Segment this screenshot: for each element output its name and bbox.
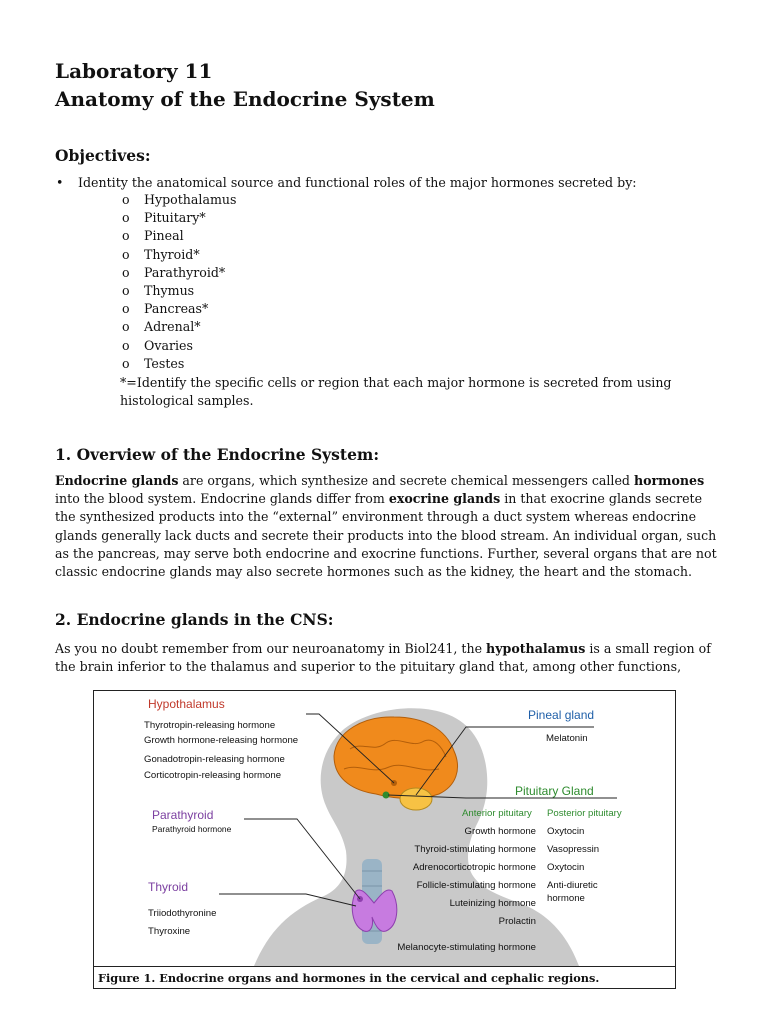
document-page: Laboratory 11 Anatomy of the Endocrine System Objectives: • Identity the anatomical source and functional roles of the major hormones secreted by: o Hypothalamus o Pituitary* o Pineal o Thyroid* o Parathyroid* o Thymus o Pancreas* o Adrenal* o Ovaries o Testes *=Identify the specific cells or region that each major hormone is secreted from using histological samples. 1. Overview of the Endocrine System: Endocrine glands are organs, which synthesize and secrete chemical messengers called hormones into the blood system. Endocrine glands differ from exocrine glands in that exocrine glands secrete the synthesized products into the “external” environment through a duct system whereas endocrine glands generally lack ducts and secrete their products into the blood stream. An individual organ, such as the pancreas, may serve both endocrine and exocrine functions. Further, several organs that are not classic endocrine glands may also secrete hormones such as the kidney, the heart and the stomach. 2. Endocrine glands in the CNS: As you no doubt remember from our neuroanatomy in Biol241, the hypothalamus is a small region of the brain inferior to the thalamus and superior to the pituitary gland that, among other functions, Hypothalamus Thyrotropin-releasing hormone Growth hormone-releasing hormone Gonadotropin-releasing hormone Corticotropin-releasing hormone Parathyroid Parathyroid hormone Thyroid Triiodothyronine Thyroxine Pineal gland Melatonin Pituitary Gland Anterior pituitary Posterior pituitary Growth hormone Thyroid-stimulating hormone Adrenocorticotropic hormone Follicle-stimulating hormone Luteinizing hormone Prolactin Melanocyte-stimulating hormone Oxytocin Vasopressin Oxytocin Anti-diuretic hormone Figure 1. Endocrine organs and hormones in the cervical and cephalic regions. <box>0 0 768 1024</box>
cerebellum-icon <box>400 788 432 810</box>
parathyroid-title: Parathyroid <box>152 808 214 822</box>
thyroid-hormone: Triiodothyronine <box>148 908 217 919</box>
bullet-text: Identity the anatomical source and functional roles of the major hormones secreted by: <box>78 175 637 190</box>
figure-caption: Figure 1. Endocrine organs and hormones in the cervical and cephalic regions. <box>94 966 675 988</box>
thyroid-hormone: Thyroxine <box>148 926 191 937</box>
anterior-hormone: Thyroid-stimulating hormone <box>414 844 536 855</box>
posterior-hormone: hormone <box>547 893 585 904</box>
hypothalamus-hormone: Thyrotropin-releasing hormone <box>144 720 276 731</box>
hypothalamus-hormone: Corticotropin-releasing hormone <box>144 770 282 781</box>
anterior-hormone: Luteinizing hormone <box>449 898 536 909</box>
posterior-hormone: Oxytocin <box>547 862 585 873</box>
anterior-pituitary-label: Anterior pituitary <box>462 808 532 819</box>
anterior-hormone: Follicle-stimulating hormone <box>416 880 536 891</box>
anterior-hormone: Adrenocorticotropic hormone <box>412 862 536 873</box>
bullet-symbol: • <box>56 175 64 190</box>
hypothalamus-hormone: Growth hormone-releasing hormone <box>144 735 299 746</box>
histology-note: *=Identify the specific cells or region that each major hormone is secreted from using histological samples. <box>120 375 672 409</box>
objectives-heading: Objectives: <box>55 146 151 165</box>
section1-paragraph: Endocrine glands are organs, which synthesize and secrete chemical messengers called hormones into the blood system. Endocrine glands differ from exocrine glands in that exocrine glands secrete the synthesized products into the “external” environment through a duct system whereas endocrine glands generally lack ducts and secrete their products into the blood stream. An individual organ, such as the pancreas, may serve both endocrine and exocrine functions. Further, several organs that are not classic endocrine glands may also secrete hormones such as the kidney, the heart and the stomach. <box>55 473 717 580</box>
posterior-hormone: Anti-diuretic <box>547 880 598 891</box>
thyroid-title: Thyroid <box>148 880 189 894</box>
hypothalamus-title: Hypothalamus <box>148 697 225 711</box>
hypothalamus-hormone: Gonadotropin-releasing hormone <box>144 754 285 765</box>
endocrine-figure <box>93 690 676 989</box>
parathyroid-hormone: Parathyroid hormone <box>152 824 232 834</box>
lab-title: Anatomy of the Endocrine System <box>55 87 435 111</box>
anterior-hormone: Growth hormone <box>464 826 536 837</box>
anterior-hormone: Melanocyte-stimulating hormone <box>397 942 536 953</box>
posterior-pituitary-label: Posterior pituitary <box>547 808 622 819</box>
pineal-title: Pineal gland <box>528 708 595 722</box>
section2-heading: 2. Endocrine glands in the CNS: <box>55 610 334 629</box>
pineal-hormone: Melatonin <box>546 733 588 744</box>
pituitary-title: Pituitary Gland <box>515 784 594 798</box>
lab-number: Laboratory 11 <box>55 59 213 83</box>
section2-paragraph: As you no doubt remember from our neuroanatomy in Biol241, the hypothalamus is a small region of the brain inferior to the thalamus and superior to the pituitary gland that, among other functions, <box>55 641 711 675</box>
posterior-hormone: Oxytocin <box>547 826 585 837</box>
anterior-hormone: Prolactin <box>498 916 536 927</box>
section1-heading: 1. Overview of the Endocrine System: <box>55 445 380 464</box>
posterior-hormone: Vasopressin <box>547 844 600 855</box>
